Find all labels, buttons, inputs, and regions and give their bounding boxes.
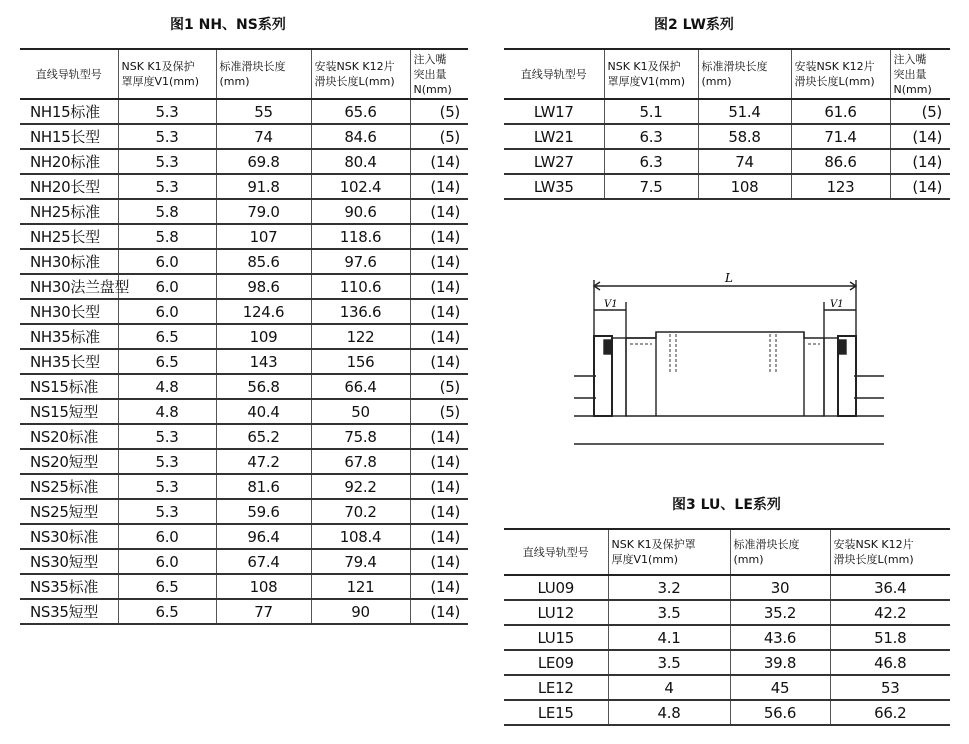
model-cell: NS35短型 (20, 599, 118, 624)
cover-thickness-cell: 7.5 (604, 174, 698, 199)
model-cell: NS30短型 (20, 549, 118, 574)
install-length-cell: 80.4 (311, 149, 410, 174)
table-row (504, 600, 950, 625)
model-cell: NS25短型 (20, 499, 118, 524)
model-cell: LW21 (504, 124, 604, 149)
fig1-caption: 图1 NH、NS系列 (170, 17, 286, 33)
table-row (20, 424, 468, 449)
cover-thickness-cell: 6.0 (118, 249, 216, 274)
std-length-cell: 39.8 (730, 650, 830, 675)
cover-thickness-cell: 6.0 (118, 274, 216, 299)
cover-thickness-cell: 6.3 (604, 149, 698, 174)
model-cell: NH35长型 (20, 349, 118, 374)
install-length-cell: 108.4 (311, 524, 410, 549)
slider-dimension-diagram (574, 268, 888, 452)
cover-thickness-cell: 5.3 (118, 124, 216, 149)
header-injection: 注入嘴 突出量 N(mm) (890, 49, 950, 99)
install-length-cell: 75.8 (311, 424, 410, 449)
table-row (504, 174, 950, 199)
model-cell: NH20长型 (20, 174, 118, 199)
cover-thickness-cell: 3.5 (608, 650, 730, 675)
header-model: 直线导轨型号 (504, 49, 604, 99)
cover-thickness-cell: 5.3 (118, 499, 216, 524)
model-cell: NS30标准 (20, 524, 118, 549)
injection-cell: (14) (410, 499, 468, 524)
dimension-label-v1-right: V1 (830, 299, 844, 310)
header-std-length: 标准滑块长度 (mm) (730, 529, 830, 575)
install-length-cell: 92.2 (311, 474, 410, 499)
injection-cell: (14) (410, 274, 468, 299)
install-length-cell: 121 (311, 574, 410, 599)
install-length-cell: 65.6 (311, 99, 410, 124)
cover-thickness-cell: 5.3 (118, 474, 216, 499)
model-cell: NH25长型 (20, 224, 118, 249)
cover-thickness-cell: 4.1 (608, 625, 730, 650)
model-cell: LE15 (504, 700, 608, 725)
injection-cell: (14) (410, 349, 468, 374)
std-length-cell: 81.6 (216, 474, 311, 499)
table-row (20, 574, 468, 599)
table-row (20, 299, 468, 324)
injection-cell: (14) (410, 524, 468, 549)
dimension-label-total: L (725, 271, 733, 285)
header-cover: NSK K1及保护罩 厚度V1(mm) (608, 529, 730, 575)
std-length-cell: 43.6 (730, 625, 830, 650)
model-cell: NS25标准 (20, 474, 118, 499)
install-length-cell: 51.8 (830, 625, 950, 650)
table-row (504, 149, 950, 174)
std-length-cell: 45 (730, 675, 830, 700)
install-length-cell: 79.4 (311, 549, 410, 574)
install-length-cell: 42.2 (830, 600, 950, 625)
model-cell: LE12 (504, 675, 608, 700)
injection-cell: (14) (410, 424, 468, 449)
model-cell: LU09 (504, 575, 608, 600)
table-row (20, 274, 468, 299)
std-length-cell: 58.8 (698, 124, 791, 149)
install-length-cell: 36.4 (830, 575, 950, 600)
install-length-cell: 61.6 (791, 99, 890, 124)
install-length-cell: 70.2 (311, 499, 410, 524)
install-length-cell: 86.6 (791, 149, 890, 174)
std-length-cell: 67.4 (216, 549, 311, 574)
install-length-cell: 46.8 (830, 650, 950, 675)
install-length-cell: 123 (791, 174, 890, 199)
model-cell: NS20短型 (20, 449, 118, 474)
injection-cell: (14) (410, 149, 468, 174)
table-row (20, 599, 468, 624)
model-cell: NH35标准 (20, 324, 118, 349)
model-cell: LU15 (504, 625, 608, 650)
cover-thickness-cell: 4.8 (118, 399, 216, 424)
std-length-cell: 98.6 (216, 274, 311, 299)
std-length-cell: 65.2 (216, 424, 311, 449)
table-row (20, 524, 468, 549)
header-install-length: 安装NSK K12片 滑块长度L(mm) (830, 529, 950, 575)
header-injection: 注入嘴 突出量 N(mm) (410, 49, 468, 99)
injection-cell: (5) (890, 99, 950, 124)
fig3-caption: 图3 LU、LE系列 (672, 497, 781, 513)
cover-thickness-cell: 6.3 (604, 124, 698, 149)
install-length-cell: 71.4 (791, 124, 890, 149)
header-cover: NSK K1及保护 罩厚度V1(mm) (604, 49, 698, 99)
table-row (20, 99, 468, 124)
std-length-cell: 96.4 (216, 524, 311, 549)
cover-thickness-cell: 3.5 (608, 600, 730, 625)
cover-thickness-cell: 6.0 (118, 524, 216, 549)
install-length-cell: 90 (311, 599, 410, 624)
table-row (20, 374, 468, 399)
cover-thickness-cell: 6.5 (118, 349, 216, 374)
install-length-cell: 156 (311, 349, 410, 374)
install-length-cell: 136.6 (311, 299, 410, 324)
model-cell: LW27 (504, 149, 604, 174)
cover-thickness-cell: 6.0 (118, 299, 216, 324)
header-model: 直线导轨型号 (504, 529, 608, 575)
injection-cell: (14) (410, 574, 468, 599)
model-cell: NH30标准 (20, 249, 118, 274)
std-length-cell: 40.4 (216, 399, 311, 424)
cover-thickness-cell: 5.8 (118, 199, 216, 224)
injection-cell: (5) (410, 99, 468, 124)
cover-thickness-cell: 6.0 (118, 549, 216, 574)
header-install-length: 安装NSK K12片 滑块长度L(mm) (311, 49, 410, 99)
std-length-cell: 124.6 (216, 299, 311, 324)
table-row (20, 399, 468, 424)
model-cell: NS35标准 (20, 574, 118, 599)
injection-cell: (5) (410, 399, 468, 424)
std-length-cell: 109 (216, 324, 311, 349)
table-row (20, 324, 468, 349)
model-cell: LW17 (504, 99, 604, 124)
std-length-cell: 51.4 (698, 99, 791, 124)
model-cell: NH15长型 (20, 124, 118, 149)
install-length-cell: 97.6 (311, 249, 410, 274)
cover-thickness-cell: 5.1 (604, 99, 698, 124)
install-length-cell: 50 (311, 399, 410, 424)
injection-cell: (5) (410, 374, 468, 399)
install-length-cell: 102.4 (311, 174, 410, 199)
table-row (504, 575, 950, 600)
std-length-cell: 108 (698, 174, 791, 199)
header-std-length: 标准滑块长度 (mm) (698, 49, 791, 99)
model-cell: LU12 (504, 600, 608, 625)
table-row (20, 174, 468, 199)
std-length-cell: 74 (698, 149, 791, 174)
injection-cell: (14) (410, 474, 468, 499)
model-cell: NH30长型 (20, 299, 118, 324)
install-length-cell: 66.4 (311, 374, 410, 399)
table-row (20, 199, 468, 224)
model-cell: NS20标准 (20, 424, 118, 449)
header-model: 直线导轨型号 (20, 49, 118, 99)
injection-cell: (14) (890, 124, 950, 149)
std-length-cell: 77 (216, 599, 311, 624)
std-length-cell: 30 (730, 575, 830, 600)
cover-thickness-cell: 5.3 (118, 424, 216, 449)
std-length-cell: 69.8 (216, 149, 311, 174)
std-length-cell: 56.8 (216, 374, 311, 399)
cover-thickness-cell: 6.5 (118, 599, 216, 624)
install-length-cell: 67.8 (311, 449, 410, 474)
install-length-cell: 90.6 (311, 199, 410, 224)
table-row (20, 449, 468, 474)
injection-cell: (14) (410, 324, 468, 349)
table-row (504, 650, 950, 675)
injection-cell: (14) (410, 224, 468, 249)
install-length-cell: 53 (830, 675, 950, 700)
header-std-length: 标准滑块长度 (mm) (216, 49, 311, 99)
table-row (504, 625, 950, 650)
model-cell: NH30法兰盘型 (20, 274, 118, 299)
install-length-cell: 122 (311, 324, 410, 349)
std-length-cell: 59.6 (216, 499, 311, 524)
cover-thickness-cell: 3.2 (608, 575, 730, 600)
model-cell: NH25标准 (20, 199, 118, 224)
nh-ns-table (20, 48, 468, 625)
dimension-label-v1-left: V1 (604, 299, 618, 310)
injection-cell: (14) (890, 149, 950, 174)
std-length-cell: 107 (216, 224, 311, 249)
install-length-cell: 66.2 (830, 700, 950, 725)
cover-thickness-cell: 5.3 (118, 99, 216, 124)
table-row (20, 224, 468, 249)
cover-thickness-cell: 4.8 (118, 374, 216, 399)
injection-cell: (14) (890, 174, 950, 199)
table-row (504, 124, 950, 149)
install-length-cell: 110.6 (311, 274, 410, 299)
cover-thickness-cell: 5.3 (118, 149, 216, 174)
cover-thickness-cell: 6.5 (118, 324, 216, 349)
table-row (20, 124, 468, 149)
table-row (20, 499, 468, 524)
std-length-cell: 55 (216, 99, 311, 124)
model-cell: NH15标准 (20, 99, 118, 124)
cover-thickness-cell: 6.5 (118, 574, 216, 599)
header-install-length: 安装NSK K12片 滑块长度L(mm) (791, 49, 890, 99)
table-row (20, 149, 468, 174)
injection-cell: (14) (410, 449, 468, 474)
table-row (504, 99, 950, 124)
lw-table (504, 48, 950, 200)
cover-thickness-cell: 4 (608, 675, 730, 700)
model-cell: LE09 (504, 650, 608, 675)
std-length-cell: 79.0 (216, 199, 311, 224)
cover-thickness-cell: 5.3 (118, 449, 216, 474)
model-cell: NS15标准 (20, 374, 118, 399)
injection-cell: (14) (410, 249, 468, 274)
table-row (20, 249, 468, 274)
table-row (20, 474, 468, 499)
std-length-cell: 56.6 (730, 700, 830, 725)
install-length-cell: 118.6 (311, 224, 410, 249)
model-cell: LW35 (504, 174, 604, 199)
std-length-cell: 108 (216, 574, 311, 599)
injection-cell: (5) (410, 124, 468, 149)
std-length-cell: 35.2 (730, 600, 830, 625)
header-cover: NSK K1及保护 罩厚度V1(mm) (118, 49, 216, 99)
injection-cell: (14) (410, 599, 468, 624)
table-row (20, 349, 468, 374)
table-row (504, 675, 950, 700)
std-length-cell: 74 (216, 124, 311, 149)
cover-thickness-cell: 5.3 (118, 174, 216, 199)
install-length-cell: 84.6 (311, 124, 410, 149)
std-length-cell: 91.8 (216, 174, 311, 199)
injection-cell: (14) (410, 299, 468, 324)
std-length-cell: 47.2 (216, 449, 311, 474)
model-cell: NS15短型 (20, 399, 118, 424)
injection-cell: (14) (410, 549, 468, 574)
fig2-caption: 图2 LW系列 (654, 17, 734, 33)
lu-le-table (504, 528, 950, 726)
table-row (20, 549, 468, 574)
injection-cell: (14) (410, 199, 468, 224)
cover-thickness-cell: 4.8 (608, 700, 730, 725)
std-length-cell: 85.6 (216, 249, 311, 274)
std-length-cell: 143 (216, 349, 311, 374)
injection-cell: (14) (410, 174, 468, 199)
table-row (504, 700, 950, 725)
cover-thickness-cell: 5.8 (118, 224, 216, 249)
model-cell: NH20标准 (20, 149, 118, 174)
